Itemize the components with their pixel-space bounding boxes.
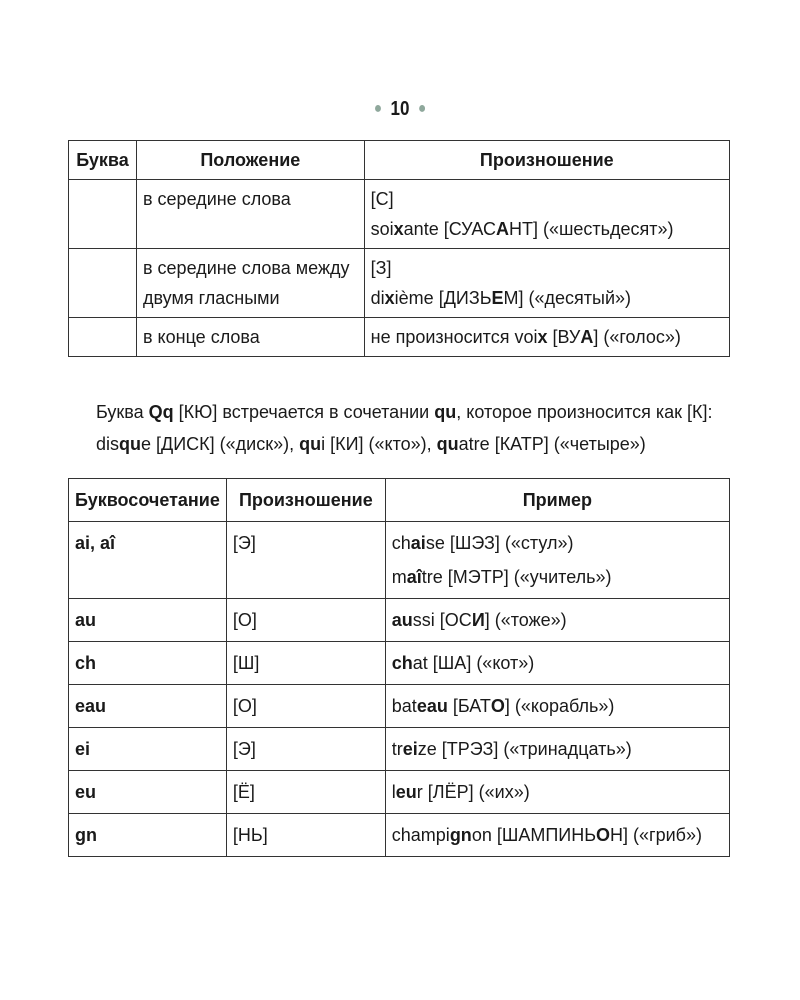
cell-combination: eu (69, 771, 227, 814)
bullet-icon: ● (417, 100, 427, 117)
cell-example: chaise [ШЭЗ] («стул») maître [МЭТР] («учитель») (385, 522, 729, 599)
table-row (69, 771, 730, 814)
cell-example: aussi [ОСИ] («тоже») (385, 599, 729, 642)
cell-combination: gn (69, 814, 227, 857)
cell-pronunciation: [Э] (226, 728, 385, 771)
cell-example: leur [ЛЁР] («их») (385, 771, 729, 814)
cell-pronunciation: [Ё] (226, 771, 385, 814)
cell-combination: ei (69, 728, 227, 771)
cell-pronunciation: [О] (226, 599, 385, 642)
cell-pronunciation: не произносится voix [ВУА] («голос») (364, 318, 729, 357)
letter-combination-table (68, 478, 730, 857)
table-row (69, 728, 730, 771)
paragraph-line-2: disque [ДИСК] («диск»), qui [КИ] («кто»), quatre [КАТР] («четыре») (96, 434, 646, 454)
table-row (69, 318, 730, 357)
header-letter: Буква (69, 141, 137, 180)
cell-position: в середине слова между двумя гласными (136, 249, 364, 318)
cell-pronunciation: [З] dixième [ДИЗЬЕМ] («десятый») (364, 249, 729, 318)
table-row (69, 685, 730, 728)
cell-example: chat [ША] («кот») (385, 642, 729, 685)
table-row (69, 249, 730, 318)
cell-pronunciation: [С] soixante [СУАСАНТ] («шестьдесят») (364, 180, 729, 249)
table-row (69, 180, 730, 249)
cell-combination: ch (69, 642, 227, 685)
cell-combination: ai, aî (69, 522, 227, 599)
cell-example: bateau [БАТО] («корабль») (385, 685, 729, 728)
paragraph-line-1: Буква Qq [КЮ] встречается в сочетании qu, которое произносится как [К]: (96, 402, 713, 422)
table-row (69, 522, 730, 599)
cell-letter (69, 318, 137, 357)
cell-example: champignon [ШАМПИНЬОН] («гриб») (385, 814, 729, 857)
letter-position-table (68, 140, 730, 357)
cell-letter (69, 180, 137, 249)
bullet-icon: ● (373, 100, 383, 117)
cell-pronunciation: [О] (226, 685, 385, 728)
cell-combination: au (69, 599, 227, 642)
cell-letter (69, 249, 137, 318)
header-pronunciation: Произношение (364, 141, 729, 180)
header-combination: Буквосочетание (69, 479, 227, 522)
table-row (69, 814, 730, 857)
cell-position: в конце слова (136, 318, 364, 357)
header-example: Пример (385, 479, 729, 522)
cell-combination: eau (69, 685, 227, 728)
header-pronunciation: Произношение (226, 479, 385, 522)
table-header-row (69, 141, 730, 180)
cell-pronunciation: [Ш] (226, 642, 385, 685)
table-row (69, 642, 730, 685)
cell-example: treize [ТРЭЗ] («тринадцать») (385, 728, 729, 771)
cell-pronunciation: [Э] (226, 522, 385, 599)
header-position: Положение (136, 141, 364, 180)
page-number: ● 10 ● (373, 98, 427, 120)
table-header-row (69, 479, 730, 522)
cell-position: в середине слова (136, 180, 364, 249)
table-row (69, 599, 730, 642)
cell-pronunciation: [НЬ] (226, 814, 385, 857)
